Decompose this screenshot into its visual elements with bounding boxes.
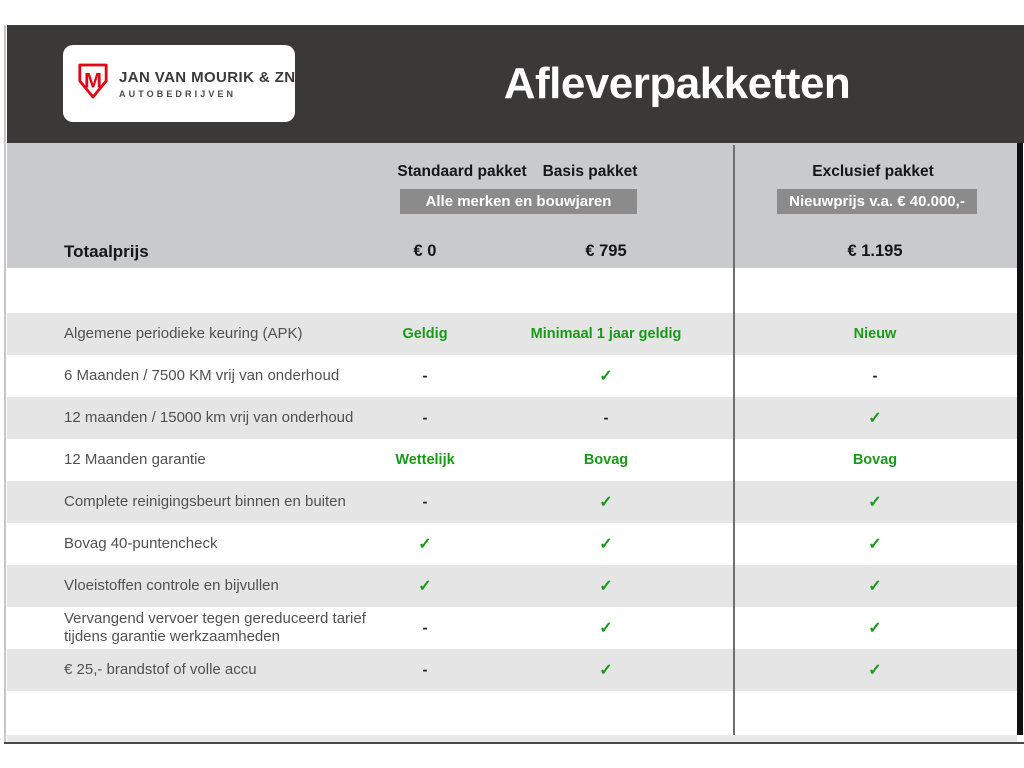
value-exclusief: ✓ bbox=[868, 620, 882, 637]
value-exclusief: Bovag bbox=[852, 452, 898, 468]
feature-row bbox=[7, 481, 1017, 523]
exclusief-column-divider bbox=[733, 145, 735, 742]
feature-row bbox=[7, 439, 1017, 481]
value-standaard: Wettelijk bbox=[395, 452, 455, 468]
total-price-basis: € 795 bbox=[585, 242, 627, 260]
feature-label: Bovag 40-puntencheck bbox=[64, 535, 218, 552]
value-basis: ✓ bbox=[599, 662, 613, 679]
feature-row bbox=[7, 607, 1017, 649]
left-edge-line bbox=[4, 25, 6, 742]
bottom-strip bbox=[7, 735, 1017, 742]
feature-row bbox=[7, 355, 1017, 397]
feature-label: Algemene periodieke keuring (APK) bbox=[64, 325, 303, 342]
value-standaard: Geldig bbox=[402, 326, 448, 342]
badge-alle-merken: Alle merken en bouwjaren bbox=[400, 189, 637, 214]
value-basis: ✓ bbox=[599, 494, 613, 511]
total-price-standaard: € 0 bbox=[413, 242, 437, 260]
value-standaard: - bbox=[422, 367, 428, 385]
value-basis: ✓ bbox=[599, 368, 613, 385]
column-header-standaard: Standaard pakket bbox=[397, 163, 527, 180]
shield-m-logo-icon bbox=[77, 62, 109, 105]
feature-row bbox=[7, 649, 1017, 691]
column-header-exclusief: Exclusief pakket bbox=[812, 163, 934, 180]
brand-text bbox=[119, 69, 296, 99]
value-standaard: ✓ bbox=[418, 536, 432, 553]
feature-label: Vervangend vervoer tegen gereduceerd tarief tijdens garantie werkzaamheden bbox=[64, 610, 366, 645]
value-standaard: - bbox=[422, 409, 428, 427]
value-standaard: ✓ bbox=[418, 578, 432, 595]
title-bar bbox=[7, 25, 1024, 143]
package-header-band bbox=[7, 143, 1017, 268]
value-basis: - bbox=[603, 409, 609, 427]
feature-label: 12 maanden / 15000 km vrij van onderhoud bbox=[64, 409, 354, 426]
feature-table bbox=[7, 313, 1017, 691]
value-basis: Bovag bbox=[583, 452, 629, 468]
value-exclusief: ✓ bbox=[868, 494, 882, 511]
total-price-label: Totaalprijs bbox=[64, 242, 149, 261]
value-exclusief: ✓ bbox=[868, 662, 882, 679]
value-exclusief: ✓ bbox=[868, 410, 882, 427]
badge-nieuwprijs: Nieuwprijs v.a. € 40.000,- bbox=[777, 189, 977, 214]
feature-label: 6 Maanden / 7500 KM vrij van onderhoud bbox=[64, 367, 340, 384]
total-price-exclusief: € 1.195 bbox=[847, 242, 903, 260]
value-basis: ✓ bbox=[599, 578, 613, 595]
value-standaard: - bbox=[422, 493, 428, 511]
page-title: Afleverpakketten bbox=[503, 59, 851, 108]
feature-row bbox=[7, 313, 1017, 355]
value-exclusief: ✓ bbox=[868, 578, 882, 595]
feature-row bbox=[7, 397, 1017, 439]
svg-text:M: M bbox=[83, 67, 103, 93]
feature-label: 12 Maanden garantie bbox=[64, 451, 206, 468]
value-standaard: - bbox=[422, 619, 428, 637]
feature-label: Complete reinigingsbeurt binnen en buiten bbox=[64, 493, 346, 510]
value-exclusief: - bbox=[872, 367, 878, 385]
right-edge-border bbox=[1017, 143, 1023, 735]
feature-label: Vloeistoffen controle en bijvullen bbox=[64, 577, 279, 594]
dealer-logo bbox=[63, 45, 295, 122]
feature-label: € 25,- brandstof of volle accu bbox=[64, 661, 257, 678]
value-standaard: - bbox=[422, 661, 428, 679]
value-basis: ✓ bbox=[599, 536, 613, 553]
value-exclusief: Nieuw bbox=[853, 326, 897, 342]
value-exclusief: ✓ bbox=[868, 536, 882, 553]
bottom-line bbox=[4, 742, 1024, 744]
column-header-basis: Basis pakket bbox=[542, 163, 638, 180]
brand-name: JAN VAN MOURIK & ZN bbox=[119, 68, 296, 86]
value-basis: ✓ bbox=[599, 620, 613, 637]
brand-subtitle: AUTOBEDRIJVEN bbox=[119, 88, 237, 99]
value-basis: Minimaal 1 jaar geldig bbox=[530, 326, 682, 342]
feature-row bbox=[7, 565, 1017, 607]
feature-row bbox=[7, 523, 1017, 565]
